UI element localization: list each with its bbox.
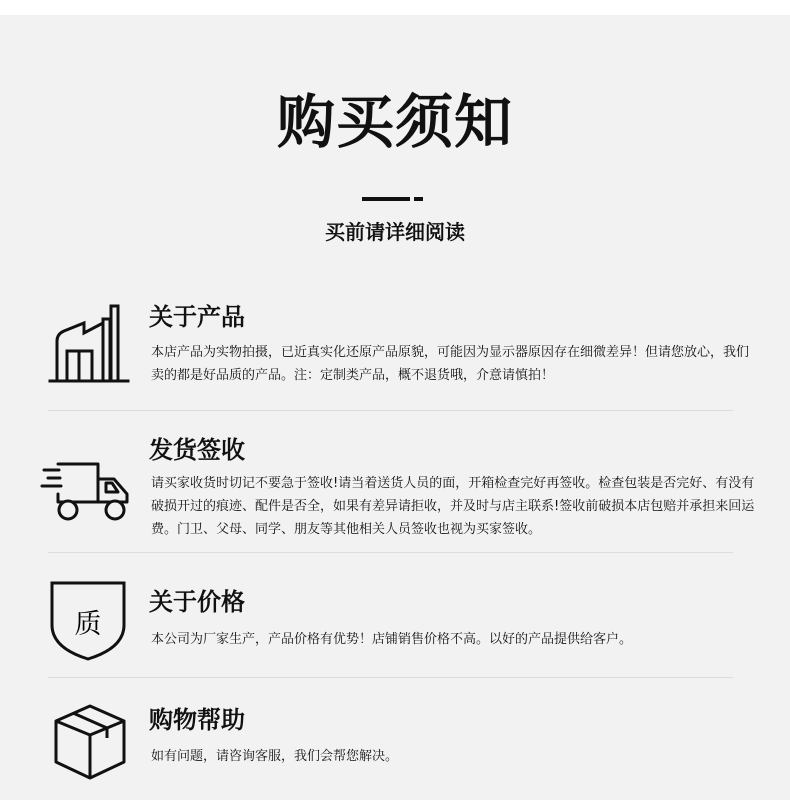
package-box-icon xyxy=(40,700,136,784)
factory-icon xyxy=(40,303,136,387)
page-title: 购买须知 xyxy=(276,88,513,156)
delivery-truck-icon xyxy=(40,446,136,530)
help-description: 如有问题，请咨询客服，我们会帮您解决。 xyxy=(151,749,399,764)
delivery-heading: 发货签收 xyxy=(149,436,245,464)
price-description: 本公司为厂家生产，产品价格有优势！店铺销售价格不高。以好的产品提供给客户。 xyxy=(151,632,633,647)
title-underline-dot xyxy=(414,197,423,201)
delivery-description: 请买家收货时切记不要急于签收!请当着送货人员的面，开箱检查完好再签收。检查包装是否完好、有没有破损开过的痕迹、配件是否全，如果有差异请拒收，并及时与店主联系!签收前破损本店包赔并承担来回运费。门卫、父母、同学、朋友等其他相关人员签收也视为买家签收。 xyxy=(151,476,755,537)
title-underline xyxy=(362,197,410,201)
quality-shield-icon xyxy=(40,580,136,664)
section-divider xyxy=(48,410,733,411)
section-divider xyxy=(48,552,733,553)
help-heading: 购物帮助 xyxy=(149,706,245,734)
price-heading: 关于价格 xyxy=(149,588,245,616)
content-panel xyxy=(0,15,790,800)
quality-character: 质 xyxy=(74,609,102,640)
product-description: 本店产品为实物拍摄，已近真实化还原产品原貌，可能因为显示器原因存在细微差异！但请您放心，我们卖的都是好品质的产品。注：定制类产品，概不退货哦，介意请慎拍！ xyxy=(151,345,750,383)
section-divider xyxy=(48,677,733,678)
page-subtitle: 买前请详细阅读 xyxy=(325,220,465,244)
product-heading: 关于产品 xyxy=(149,303,245,331)
